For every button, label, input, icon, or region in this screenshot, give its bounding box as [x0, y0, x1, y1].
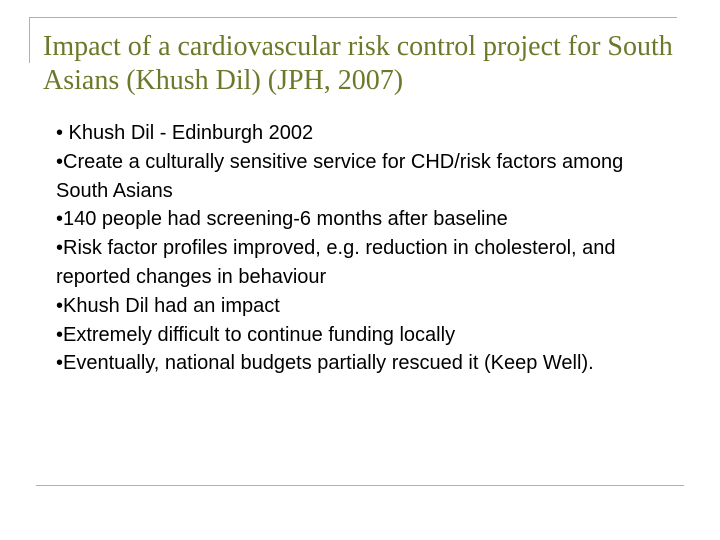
slide-title: Impact of a cardiovascular risk control project for South Asians (Khush Dil) (JPH, 2007)	[43, 31, 673, 96]
bullet-list	[56, 119, 666, 378]
bullet-item: •Eventually, national budgets partially rescued it (Keep Well).	[56, 352, 594, 375]
bullet-item: •Khush Dil had an impact	[56, 294, 280, 317]
frame-bottom-line	[36, 485, 684, 486]
bullet-item: •Extremely difficult to continue funding locally	[56, 323, 456, 346]
bullet-item: •Risk factor profiles improved, e.g. reduction in cholesterol, and reported changes in behaviour	[56, 237, 616, 288]
bullet-item: •140 people had screening-6 months after baseline	[56, 208, 508, 231]
bullet-item: •Create a culturally sensitive service for CHD/risk factors among South Asians	[56, 150, 624, 202]
frame-top-line	[29, 17, 677, 18]
bullet-item: • Khush Dil - Edinburgh 2002	[56, 122, 314, 144]
frame-left-line	[29, 17, 30, 63]
